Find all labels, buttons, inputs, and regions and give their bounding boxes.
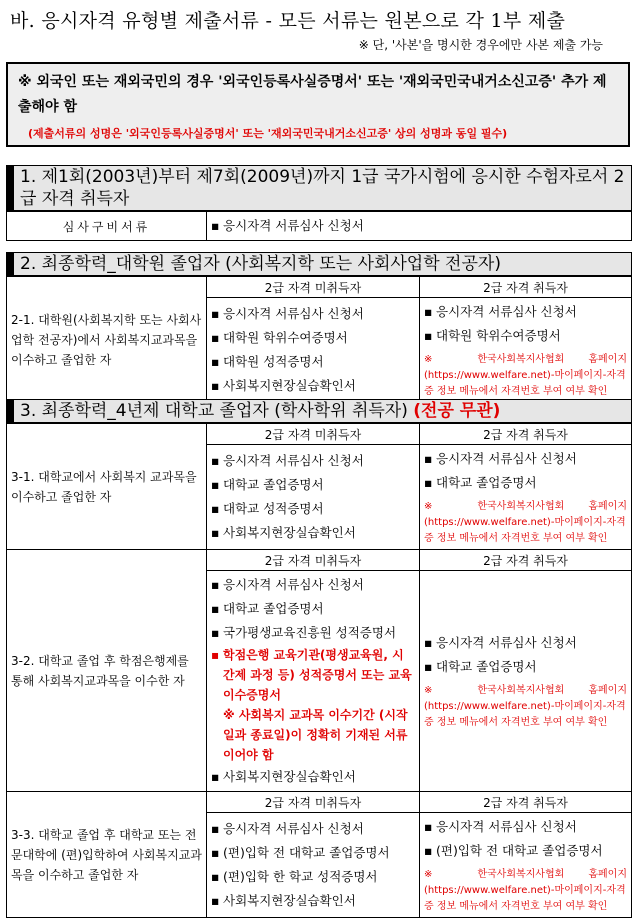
header-acquired: 2급 자격 취득자 [420,424,632,445]
welfare-site-note: ※ 한국사회복지사협회 홈페이지 (https://www.welfare.net)-마이페이지-자격증 정보 메뉴에서 자격번호 부여 여부 확인 [424,869,627,912]
section-1-label: 심사구비서류 [7,212,207,241]
doc-item: ▪ 응시자격 서류심사 신청서 [211,449,415,473]
doc-item: ▪ 대학교 졸업증명서 [211,597,415,621]
row-2-1-label: 2-1. 대학원(사회복지학 또는 사회사업학 전공자)에서 사회복지교과목을 이수하고 졸업한 자 [7,277,207,403]
doc-item: ▪ 대학원 학위수여증명서 [211,326,415,350]
doc-item: ▪ 응시자격 서류심사 신청서 [211,573,415,597]
section-1-heading [6,165,632,211]
welfare-site-note: ※ 한국사회복지사협회 홈페이지 (https://www.welfare.net)-마이페이지-자격증 정보 메뉴에서 자격번호 부여 여부 확인 [424,354,627,397]
doc-item: ▪ 응시자격 서류심사 신청서 [211,302,415,326]
doc-item: ▪ (편)입학 전 대학교 졸업증명서 [424,839,627,863]
welfare-site-note: ※ 한국사회복지사협회 홈페이지 (https://www.welfare.net)-마이페이지-자격증 정보 메뉴에서 자격번호 부여 여부 확인 [424,501,627,544]
header-acquired: 2급 자격 취득자 [420,277,632,298]
doc-item: ▪ (편)입학 전 대학교 졸업증명서 [211,841,415,865]
doc-item: ▪ 대학원 성적증명서 [211,350,415,374]
header-acquired: 2급 자격 취득자 [420,550,632,571]
doc-item: ▪ 대학교 졸업증명서 [211,473,415,497]
doc-item: ▪ 대학교 졸업증명서 [424,655,627,679]
section-1-table [6,211,632,241]
section-1-title: 1. 제1회(2003년)부터 제7회(2009년)까지 1급 국가시험에 응시한 수험자로서 2급 자격 취득자 [20,167,625,209]
section-3-major-note: (전공 무관) [413,401,501,421]
header-acquired: 2급 자격 취득자 [420,792,632,813]
row-3-1-label: 3-1. 대학교에서 사회복지 교과목을 이수하고 졸업한 자 [7,424,207,550]
doc-item: ▪ 사회복지현장실습확인서 [211,374,415,398]
doc-item: ▪ 응시자격 서류심사 신청서 [211,214,627,238]
section-3-heading [6,399,632,423]
doc-item: ▪ 응시자격 서류심사 신청서 [424,631,627,655]
doc-item: ▪ 국가평생교육진흥원 성적증명서 [211,621,415,645]
doc-item: ▪ 대학원 학위수여증명서 [424,324,627,348]
copy-note: ※ 단, '사본'을 명시한 경우에만 사본 제출 가능 [358,38,603,52]
foreigner-notice-text: ※ 외국인 또는 재외국민의 경우 '외국인등록사실증명서' 또는 '재외국민국내거소신고증' 추가 제출해야 함 [18,74,607,115]
section-3-title: 3. 최종학력_4년제 대학교 졸업자 (학사학위 취득자) [20,401,408,421]
section-2-heading [6,252,632,276]
header-not-acquired: 2급 자격 미취득자 [207,424,420,445]
section-3-table [6,423,632,918]
doc-item: ▪ 사회복지현장실습확인서 [211,521,415,545]
doc-item: ▪ 응시자격 서류심사 신청서 [211,817,415,841]
header-not-acquired: 2급 자격 미취득자 [207,550,420,571]
doc-item: ▪ 대학교 성적증명서 [211,497,415,521]
doc-item: ▪ 대학교 졸업증명서 [424,471,627,495]
section-2-title: 2. 최종학력_대학원 졸업자 (사회복지학 또는 사회사업학 전공자) [20,254,501,274]
foreigner-notice-box [6,62,630,147]
header-not-acquired: 2급 자격 미취득자 [207,277,420,298]
welfare-site-note: ※ 한국사회복지사협회 홈페이지 (https://www.welfare.net)-마이페이지-자격증 정보 메뉴에서 자격번호 부여 여부 확인 [424,685,627,728]
doc-item: ▪ 응시자격 서류심사 신청서 [424,815,627,839]
row-3-2-label: 3-2. 대학교 졸업 후 학점은행제를 통해 사회복지교과목을 이수한 자 [7,550,207,792]
doc-item: ▪ 사회복지현장실습확인서 [211,765,415,789]
doc-item: ▪ 응시자격 서류심사 신청서 [424,300,627,324]
doc-item: ▪ 사회복지현장실습확인서 [211,889,415,913]
page-title: 바. 응시자격 유형별 제출서류 - 모든 서류는 원본으로 각 1부 제출 [10,10,566,32]
credit-period-note: ※ 사회복지 교과목 이수기간 (시작일과 종료일)이 정확히 기재된 서류이어야 함 [223,708,408,762]
doc-item: ▪ 응시자격 서류심사 신청서 [424,447,627,471]
doc-item: ▪ (편)입학 한 학교 성적증명서 [211,865,415,889]
section-2-table [6,276,632,403]
header-not-acquired: 2급 자격 미취득자 [207,792,420,813]
foreigner-notice-name-rule: (제출서류의 성명은 '외국인등록사실증명서' 또는 '재외국민국내거소신고증' 상의 성명과 동일 필수) [28,127,508,140]
row-3-3-label: 3-3. 대학교 졸업 후 대학교 또는 전문대학에 (편)입학하여 사회복지교과목을 이수하고 졸업한 자 [7,792,207,918]
doc-item-credit-bank: ▪ 학점은행 교육기관(평생교육원, 시간제 과정 등) 성적증명서 또는 교육이수증명서 [211,645,415,705]
